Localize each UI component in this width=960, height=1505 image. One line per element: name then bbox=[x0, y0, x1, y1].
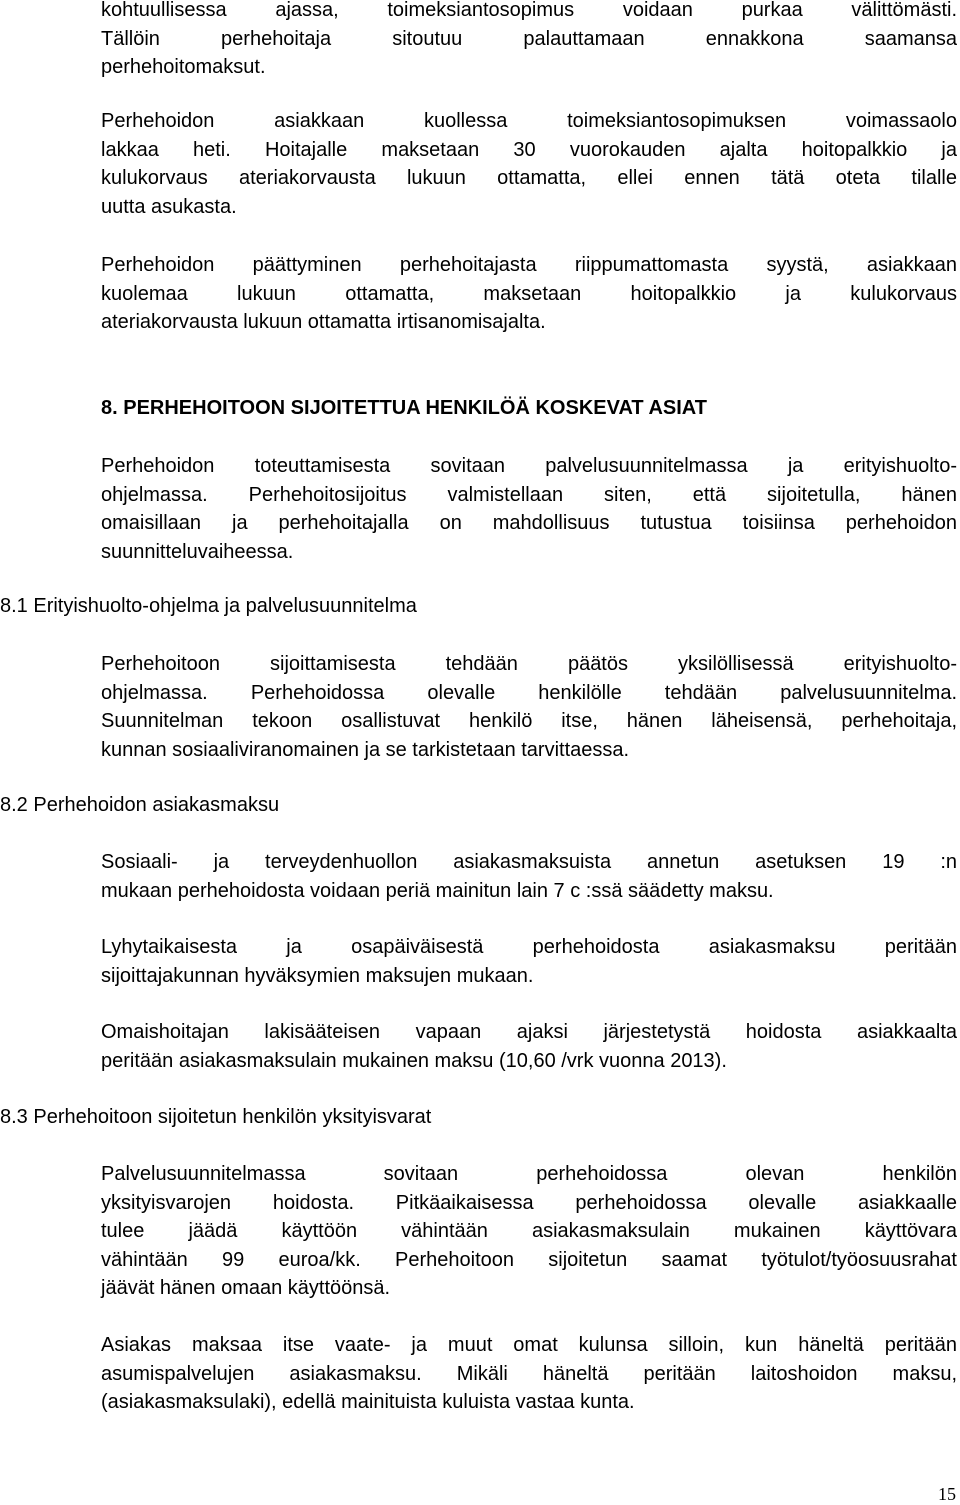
paragraph-contract-termination bbox=[101, 0, 957, 82]
text-line: suunnitteluvaiheessa. bbox=[101, 540, 294, 563]
paragraph-section-8-3-client-costs bbox=[101, 1331, 957, 1417]
text-line: Asiakas maksaa itse vaate- ja muut omat kulunsa silloin, kun häneltä peritään bbox=[101, 1334, 957, 1356]
page-number: 15 bbox=[938, 1484, 956, 1504]
text-line: jäävät hänen omaan käyttöönsä. bbox=[101, 1277, 391, 1300]
text-line: yksityisvarojen hoidosta. Pitkäaikaisessa perhehoidossa olevalle asiakkaalle bbox=[101, 1191, 957, 1214]
text-line: sijoittajakunnan hyväksymien maksujen mukaan. bbox=[101, 964, 534, 987]
text-line: (asiakasmaksulaki), edellä mainituista kuluista vastaa kunta. bbox=[101, 1391, 635, 1414]
text-line: kulukorvaus ateriakorvausta lukuun ottamatta, ellei ennen tätä oteta tilalle bbox=[101, 167, 957, 190]
text-line: Tällöin perhehoitaja sitoutuu palauttamaan ennakkona saamansa bbox=[101, 27, 957, 50]
paragraph-section-8 bbox=[101, 452, 957, 566]
text-line: Palvelusuunnitelmassa sovitaan perhehoidossa olevan henkilön bbox=[101, 1163, 957, 1185]
text-line: Perhehoidon toteuttamisesta sovitaan palvelusuunnitelmassa ja erityishuolto- bbox=[101, 455, 957, 477]
text-line: Perhehoidon asiakkaan kuollessa toimeksiantosopimuksen voimassaolo bbox=[101, 110, 957, 132]
text-line: vähintään 99 euroa/kk. Perhehoitoon sijoitetun saamat työtulot/työosuusrahat bbox=[101, 1248, 957, 1271]
text-line: Sosiaali- ja terveydenhuollon asiakasmaksuista annetun asetuksen 19 :n bbox=[101, 851, 957, 873]
section-8-1-heading: 8.1 Erityishuolto-ohjelma ja palvelusuunnitelma bbox=[0, 595, 417, 617]
paragraph-section-8-2-caregiver-leave bbox=[101, 1018, 957, 1075]
text-line: Perhehoitoon sijoittamisesta tehdään päätös yksilöllisessä erityishuolto- bbox=[101, 653, 957, 675]
text-line: Omaishoitajan lakisääteisen vapaan ajaksi järjestetystä hoidosta asiakkaalta bbox=[101, 1021, 957, 1043]
text-line: lakkaa heti. Hoitajalle maksetaan 30 vuorokauden ajalta hoitopalkkio ja bbox=[101, 138, 957, 161]
paragraph-section-8-1 bbox=[101, 650, 957, 764]
text-line: kohtuullisessa ajassa, toimeksiantosopimus voidaan purkaa välittömästi. bbox=[101, 0, 957, 21]
section-8-2-heading: 8.2 Perhehoidon asiakasmaksu bbox=[0, 794, 280, 816]
paragraph-section-8-3-private-funds bbox=[101, 1160, 957, 1303]
text-line: asumispalvelujen asiakasmaksu. Mikäli häneltä peritään laitoshoidon maksu, bbox=[101, 1362, 957, 1385]
text-line: peritään asiakasmaksulain mukainen maksu (10,60 /vrk vuonna 2013). bbox=[101, 1049, 727, 1072]
text-line: ohjelmassa. Perhehoitosijoitus valmistellaan siten, että sijoitetulla, hänen bbox=[101, 483, 957, 506]
text-line: kunnan sosiaaliviranomainen ja se tarkistetaan tarvittaessa. bbox=[101, 738, 630, 761]
text-line: tulee jäädä käyttöön vähintään asiakasmaksulain mukainen käyttövara bbox=[101, 1220, 957, 1243]
section-8-3-heading: 8.3 Perhehoitoon sijoitetun henkilön yksityisvarat bbox=[0, 1106, 432, 1128]
text-line: Perhehoidon päättyminen perhehoitajasta riippumattomasta syystä, asiakkaan bbox=[101, 254, 957, 276]
text-line: perhehoitomaksut. bbox=[101, 56, 266, 79]
paragraph-care-ending bbox=[101, 251, 957, 337]
paragraph-section-8-2-short-term bbox=[101, 933, 957, 990]
text-line: uutta asukasta. bbox=[101, 195, 237, 218]
text-line: ohjelmassa. Perhehoidossa olevalle henkilölle tehdään palvelusuunnitelma. bbox=[101, 681, 957, 704]
paragraph-client-death bbox=[101, 107, 957, 221]
text-line: mukaan perhehoidosta voidaan periä mainitun lain 7 c :ssä säädetty maksu. bbox=[101, 879, 774, 902]
text-line: kuolemaa lukuun ottamatta, maksetaan hoitopalkkio ja kulukorvaus bbox=[101, 282, 957, 305]
paragraph-section-8-2-regulation bbox=[101, 848, 957, 905]
text-line: Lyhytaikaisesta ja osapäiväisestä perhehoidosta asiakasmaksu peritään bbox=[101, 936, 957, 958]
text-line: omaisillaan ja perhehoitajalla on mahdollisuus tutustua toisiinsa perhehoidon bbox=[101, 512, 957, 535]
section-8-heading: 8. PERHEHOITOON SIJOITETTUA HENKILÖÄ KOSKEVAT ASIAT bbox=[101, 397, 707, 419]
text-line: Suunnitelman tekoon osallistuvat henkilö itse, hänen läheisensä, perhehoitaja, bbox=[101, 710, 957, 733]
text-line: ateriakorvausta lukuun ottamatta irtisanomisajalta. bbox=[101, 311, 546, 334]
